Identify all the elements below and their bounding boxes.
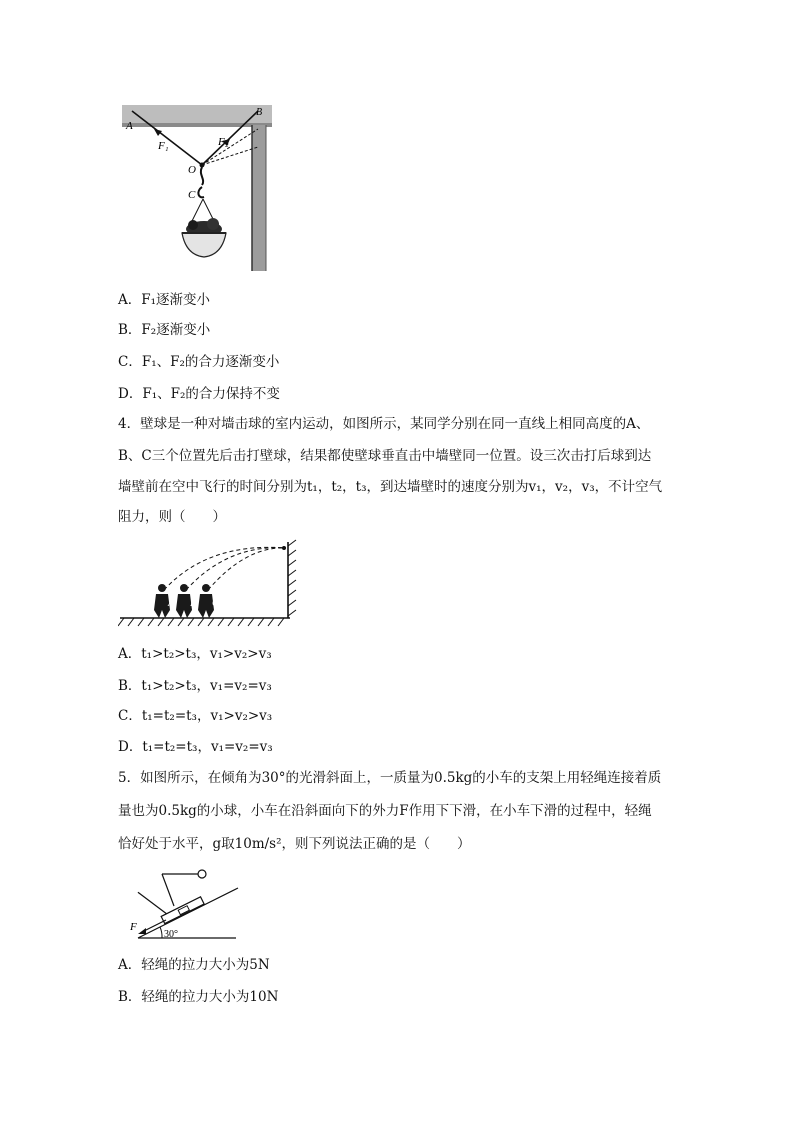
q4-stem-line-3: 墙壁前在空中飞行的时间分别为t₁，t₂，t₃，到达墙壁时的速度分别为v₁，v₂，v₃，不计空气 [118,479,663,495]
label-F1: F₁ [158,140,169,152]
figure-hanging-basket [118,103,278,275]
label-F2: F₂ [218,136,229,148]
q5-option-b: B．轻绳的拉力大小为10N [118,989,279,1005]
label-C: C [188,189,196,201]
q3-option-a: A．F₁逐渐变小 [118,292,211,308]
q4-stem-line-2: B、C三个位置先后击打壁球，结果都使壁球垂直击中墙壁同一位置。设三次击打后球到达 [118,448,652,464]
label-B: B [256,107,263,118]
label-C: C [212,598,219,609]
q4-option-a: A．t₁>t₂>t₃，v₁>v₂>v₃ [118,646,272,662]
label-F: F [130,921,137,933]
q4-option-b: B．t₁>t₂>t₃，v₁=v₂=v₃ [118,678,272,694]
q5-stem-line-2: 量也为0.5kg的小球，小车在沿斜面向下的外力F作用下下滑，在小车下滑的过程中，轻绳 [118,803,652,819]
q4-stem-line-1: 4．壁球是一种对墙击球的室内运动，如图所示，某同学分别在同一直线上相同高度的A、 [118,416,650,432]
q5-stem-line-3: 恰好处于水平，g取10m/s²，则下列说法正确的是（ ） [118,836,471,852]
q4-option-c: C．t₁=t₂=t₃，v₁>v₂>v₃ [118,708,273,724]
label-B: B [190,598,197,609]
q5-option-a: A．轻绳的拉力大小为5N [118,957,270,973]
q4-option-d: D．t₁=t₂=t₃，v₁=v₂=v₃ [118,739,273,755]
label-A: A [168,598,175,609]
figure-incline-cart [118,866,243,944]
q3-option-b: B．F₂逐渐变小 [118,322,211,338]
label-O: O [188,164,196,176]
figure-squash [118,536,303,632]
label-angle: 30° [164,929,178,940]
q5-stem-line-1: 5．如图所示，在倾角为30°的光滑斜面上，一质量为0.5kg的小车的支架上用轻绳连接着质 [118,770,662,786]
label-A: A [126,120,133,132]
q4-stem-line-4: 阻力，则（ ） [118,509,226,525]
q3-option-c: C．F₁、F₂的合力逐渐变小 [118,354,280,370]
q3-option-d: D．F₁、F₂的合力保持不变 [118,386,280,402]
